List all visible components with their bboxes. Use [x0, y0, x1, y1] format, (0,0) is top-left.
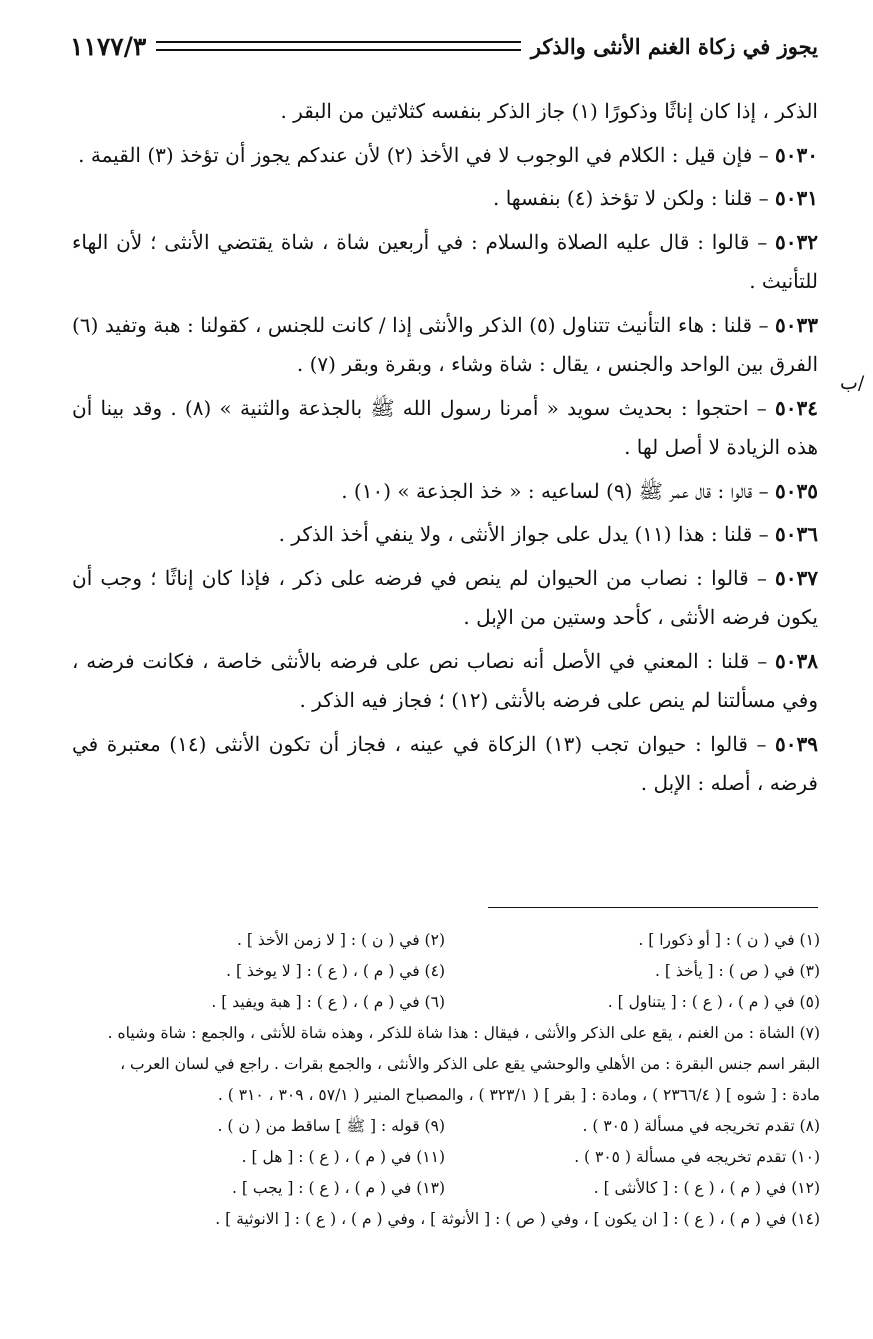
- paragraph-number: ٥٠٣٧: [775, 565, 818, 590]
- paragraph-text: – قالوا : نصاب من الحيوان لم ينص في فرضه على ذكر ، فإذا كان إناثًا ؛ وجب أن يكون فرضه الأنثى ، كأحد وستين من الإبل .: [72, 565, 818, 629]
- footnote-row: [70, 1111, 820, 1142]
- paragraph-number: ٥٠٣٦: [775, 522, 818, 546]
- main-text: [72, 92, 818, 804]
- paragraph-5034: [72, 389, 818, 468]
- paragraph-number: ٥٠٣٢: [775, 229, 818, 254]
- footnote-separator: [488, 907, 818, 908]
- paragraph-number: ٥٠٣٥: [775, 478, 818, 503]
- footnote-10: (١٠) تقدم تخريجه في مسألة ( ٣٠٥ ) .: [574, 1148, 820, 1166]
- paragraph-5030: [72, 136, 818, 176]
- paragraph-number: ٥٠٣٩: [775, 731, 818, 756]
- paragraph-number: ٥٠٣٠: [775, 142, 818, 167]
- footnote-row: [70, 956, 820, 987]
- paragraph-text: – قلنا : ولكن لا تؤخذ (٤) بنفسها .: [492, 186, 776, 210]
- header-rule: [156, 41, 521, 51]
- paragraph-text: – قلنا : المعني في الأصل أنه نصاب نص على فرضه بالأنثى خاصة ، فكانت فرضه ، وفي مسألتنا لم ينص على فرضه بالأنثى (١٢) ؛ فجاز فيه الذكر .: [72, 648, 818, 712]
- paragraph-5037: [72, 559, 818, 638]
- footnote-row: [70, 925, 820, 956]
- paragraph-text: – قالوا : حيوان تجب (١٣) الزكاة في عينه ، فجاز أن تكون الأنثى (١٤) معتبرة في فرضه ، أصله : الإبل .: [72, 731, 818, 795]
- running-title: يجوز في زكاة الغنم الأنثى والذكر: [530, 33, 818, 59]
- paragraph-number: ٥٠٣٨: [775, 648, 818, 673]
- margin-folio-note: /ب: [840, 372, 865, 394]
- footnote-6: (٦) في ( م ) ، ( ع ) : [ هبة ويفيد ] .: [211, 993, 445, 1011]
- page-header: [70, 26, 818, 66]
- footnote-12: (١٢) في ( م ) ، ( ع ) : [ كالأنثى ] .: [593, 1179, 820, 1197]
- paragraph-continuation: الذكر ، إذا كان إناثًا وذكورًا (١) جاز الذكر بنفسه كثلاثين من البقر .: [280, 99, 818, 123]
- page-number: ١١٧٧/٣: [70, 31, 147, 61]
- paragraph-5039: [72, 725, 818, 804]
- footnote-7-line-2: البقر اسم جنس البقرة : من الأهلي والوحشي يقع على الذكر والأنثى ، والجمع بقرات . راجع في لسان العرب ،: [120, 1055, 820, 1073]
- footnote-7-line-1: (٧) الشاة : من الغنم ، يقع على الذكر والأنثى ، فيقال : هذا شاة للذكر ، وهذه شاة للأنثى ، والجمع : شاة وشياه .: [107, 1024, 820, 1042]
- footnote-row: [70, 1142, 820, 1173]
- paragraph-text: – فإن قيل : الكلام في الوجوب لا في الأخذ (٢) لأن عندكم يجوز أن تؤخذ (٣) القيمة .: [78, 142, 776, 167]
- footnote-3: (٣) في ( ص ) : [ يأخذ ] .: [655, 962, 820, 980]
- paragraph-number: ٥٠٣٤: [775, 395, 818, 420]
- footnote-5: (٥) في ( م ) ، ( ع ) : [ يتناول ] .: [607, 993, 820, 1011]
- footnote-7-line-3: مادة : [ شوه ] ( ٢٣٦٦/٤ ) ، ومادة : [ بقر ] ( ٣٢٣/١ ) ، والمصباح المنير ( ٥٧/١ ، ٣٠٩ ، ٣١٠ ) .: [217, 1086, 820, 1104]
- footnote-8: (٨) تقدم تخريجه في مسألة ( ٣٠٥ ) .: [582, 1117, 820, 1135]
- paragraph-5036: [72, 515, 818, 555]
- paragraph-5033: [72, 306, 818, 385]
- paragraph-5032: [72, 223, 818, 302]
- paragraph-text: – قلنا : هاء التأنيث تتناول (٥) الذكر والأنثى إذا / كانت للجنس ، كقولنا : هبة وتفيد (٦) الفرق بين الواحد والجنس ، يقال : شاة وشاء ، وبقرة وبقر (٧) .: [72, 312, 818, 376]
- footnote-1: (١) في ( ن ) : [ أو ذكورا ] .: [638, 931, 820, 949]
- paragraph-5031: [72, 179, 818, 219]
- footnote-9: (٩) قوله : [ ﷺ ] ساقط من ( ن ) .: [217, 1117, 445, 1135]
- paragraph-number: ٥٠٣١: [775, 186, 818, 210]
- footnote-4: (٤) في ( م ) ، ( ع ) : [ لا يوخذ ] .: [226, 962, 445, 980]
- paragraph-5038: [72, 642, 818, 721]
- paragraph-number: ٥٠٣٣: [775, 312, 819, 337]
- footnote-14: (١٤) في ( م ) ، ( ع ) : [ ان يكون ] ، وفي ( ص ) : [ الأنوثة ] ، وفي ( م ) ، ( ع ) : [ الانوثية ] .: [215, 1210, 820, 1228]
- footnotes: [70, 925, 820, 1235]
- paragraph-text: – قلنا : هذا (١١) يدل على جواز الأنثى ، ولا ينفي أخذ الذكر .: [278, 522, 776, 546]
- paragraph-text: – قالوا : قال عمر ﷺ (٩) لساعيه : « خذ الجذعة » (١٠) .: [341, 478, 776, 503]
- footnote-row: [70, 1173, 820, 1204]
- footnote-2: (٢) في ( ن ) : [ لا زمن الأخذ ] .: [237, 931, 445, 949]
- footnote-row: [70, 987, 820, 1018]
- footnote-13: (١٣) في ( م ) ، ( ع ) : [ يجب ] .: [232, 1179, 445, 1197]
- paragraph-5035: [72, 472, 818, 512]
- paragraph-text: – قالوا : قال عليه الصلاة والسلام : في أربعين شاة ، شاة يقتضي الأنثى ؛ لأن الهاء للتأنيث .: [72, 229, 818, 293]
- paragraph-text: – احتجوا : بحديث سويد « أمرنا رسول الله ﷺ بالجذعة والثنية » (٨) . وقد بينا أن هذه الزيادة لا أصل لها .: [72, 395, 818, 459]
- footnote-11: (١١) في ( م ) ، ( ع ) : [ هل ] .: [241, 1148, 445, 1166]
